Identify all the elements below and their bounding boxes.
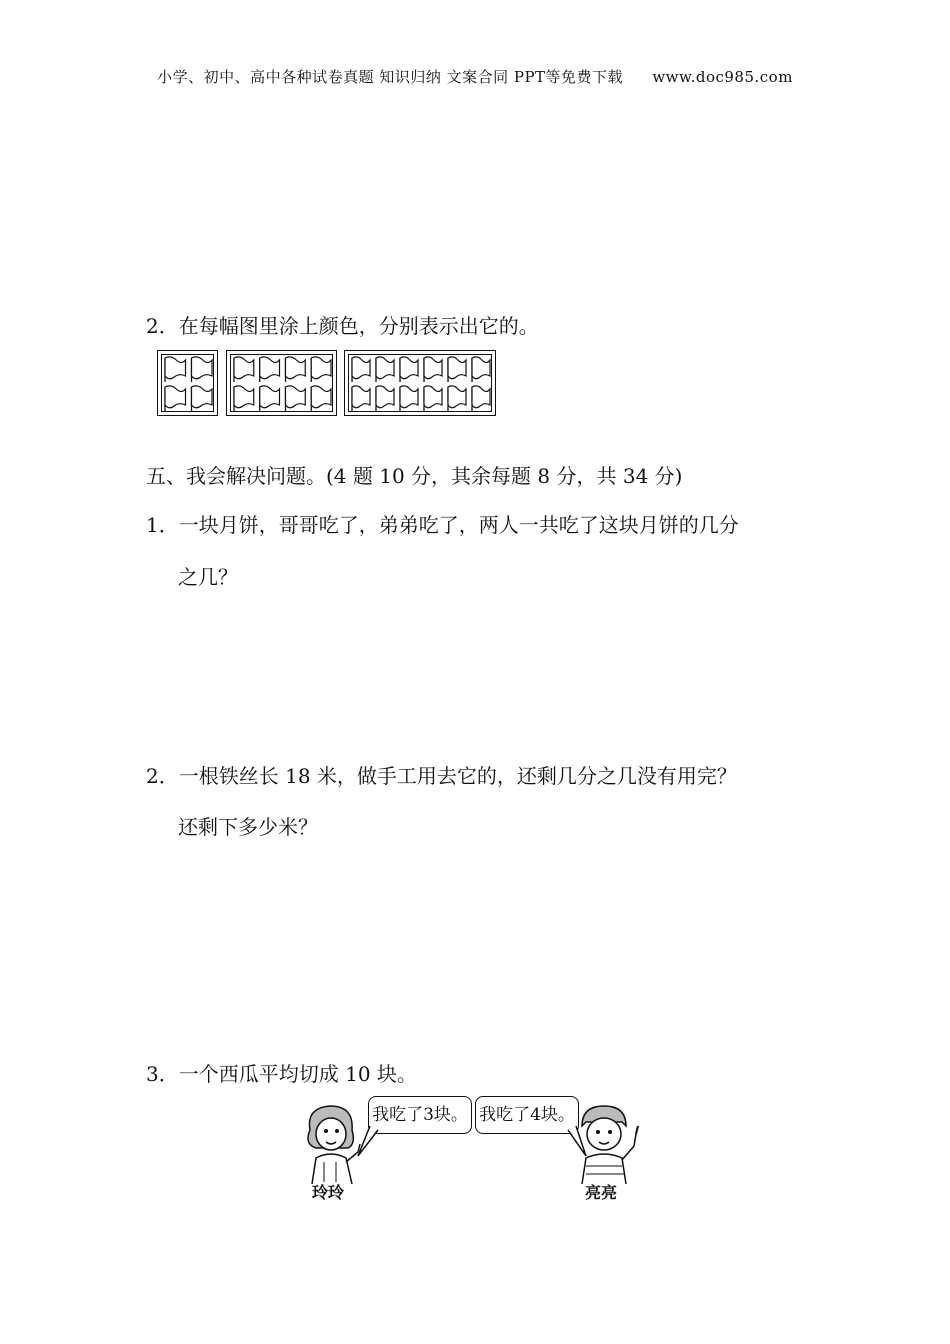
flag-group-8 — [226, 350, 337, 416]
question-color-flags — [146, 312, 539, 340]
flag-icon[interactable] — [448, 357, 466, 379]
problem-text: 一个西瓜平均切成 10 块。 — [178, 1062, 417, 1086]
flag-icon[interactable] — [472, 386, 490, 408]
bubble-tail-right — [566, 1126, 590, 1160]
problem-1 — [146, 511, 739, 539]
flag-icon[interactable] — [311, 357, 331, 379]
problem-number: 1． — [146, 513, 179, 537]
flag-icon[interactable] — [448, 386, 466, 408]
flag-icon[interactable] — [286, 357, 306, 379]
flag-group-12 — [344, 350, 496, 416]
flag-icon[interactable] — [311, 386, 331, 408]
header-text: 小学、初中、高中各种试卷真题 知识归纳 文案合同 PPT等免费下载 — [157, 68, 624, 86]
flag-icon[interactable] — [424, 386, 442, 408]
flag-group-4 — [157, 350, 218, 416]
problem-number: 2． — [146, 764, 179, 788]
flag-icon[interactable] — [352, 386, 370, 408]
flag-icon[interactable] — [286, 386, 306, 408]
flag-icon[interactable] — [234, 386, 254, 408]
problem-text: 一根铁丝长 18 米，做手工用去它的，还剩几分之几没有用完？ — [178, 764, 737, 788]
question-text: 在每幅图里涂上颜色，分别表示出它的。 — [178, 314, 539, 338]
problem-2 — [146, 762, 737, 790]
name-liangliang: 亮亮 — [585, 1183, 618, 1202]
question-number: 2． — [146, 314, 179, 338]
speech-bubble-left: 我吃了3块。 — [368, 1096, 472, 1134]
name-lingling: 玲玲 — [312, 1183, 345, 1202]
flag-icon[interactable] — [472, 357, 490, 379]
flag-icon[interactable] — [192, 386, 213, 408]
header-site: www.doc985.com — [652, 68, 793, 86]
flags-icon — [349, 355, 493, 413]
section-5-title: 五、我会解决问题。(4 题 10 分，其余每题 8 分，共 34 分) — [146, 464, 683, 488]
flag-icon[interactable] — [165, 386, 186, 408]
flags-icon — [162, 355, 215, 413]
problem-1-line2: 之几？ — [178, 565, 238, 589]
flag-icon[interactable] — [165, 357, 186, 379]
flag-icon[interactable] — [352, 357, 370, 379]
problem-text: 一块月饼，哥哥吃了，弟弟吃了，两人一共吃了这块月饼的几分 — [178, 513, 739, 537]
problem-3 — [146, 1060, 417, 1088]
speech-bubble-right: 我吃了4块。 — [475, 1096, 579, 1134]
flag-icon[interactable] — [260, 386, 280, 408]
flag-icon[interactable] — [192, 357, 213, 379]
flag-icon[interactable] — [400, 386, 418, 408]
flag-icon[interactable] — [400, 357, 418, 379]
page-header — [0, 66, 950, 87]
flag-icon[interactable] — [376, 386, 394, 408]
flag-icon[interactable] — [424, 357, 442, 379]
flags-icon — [231, 355, 334, 413]
problem-2-line2: 还剩下多少米？ — [178, 815, 318, 839]
bubble-tail-left — [356, 1126, 380, 1160]
flag-icon[interactable] — [260, 357, 280, 379]
flag-icon[interactable] — [376, 357, 394, 379]
problem-number: 3． — [146, 1062, 179, 1086]
flag-icon[interactable] — [234, 357, 254, 379]
